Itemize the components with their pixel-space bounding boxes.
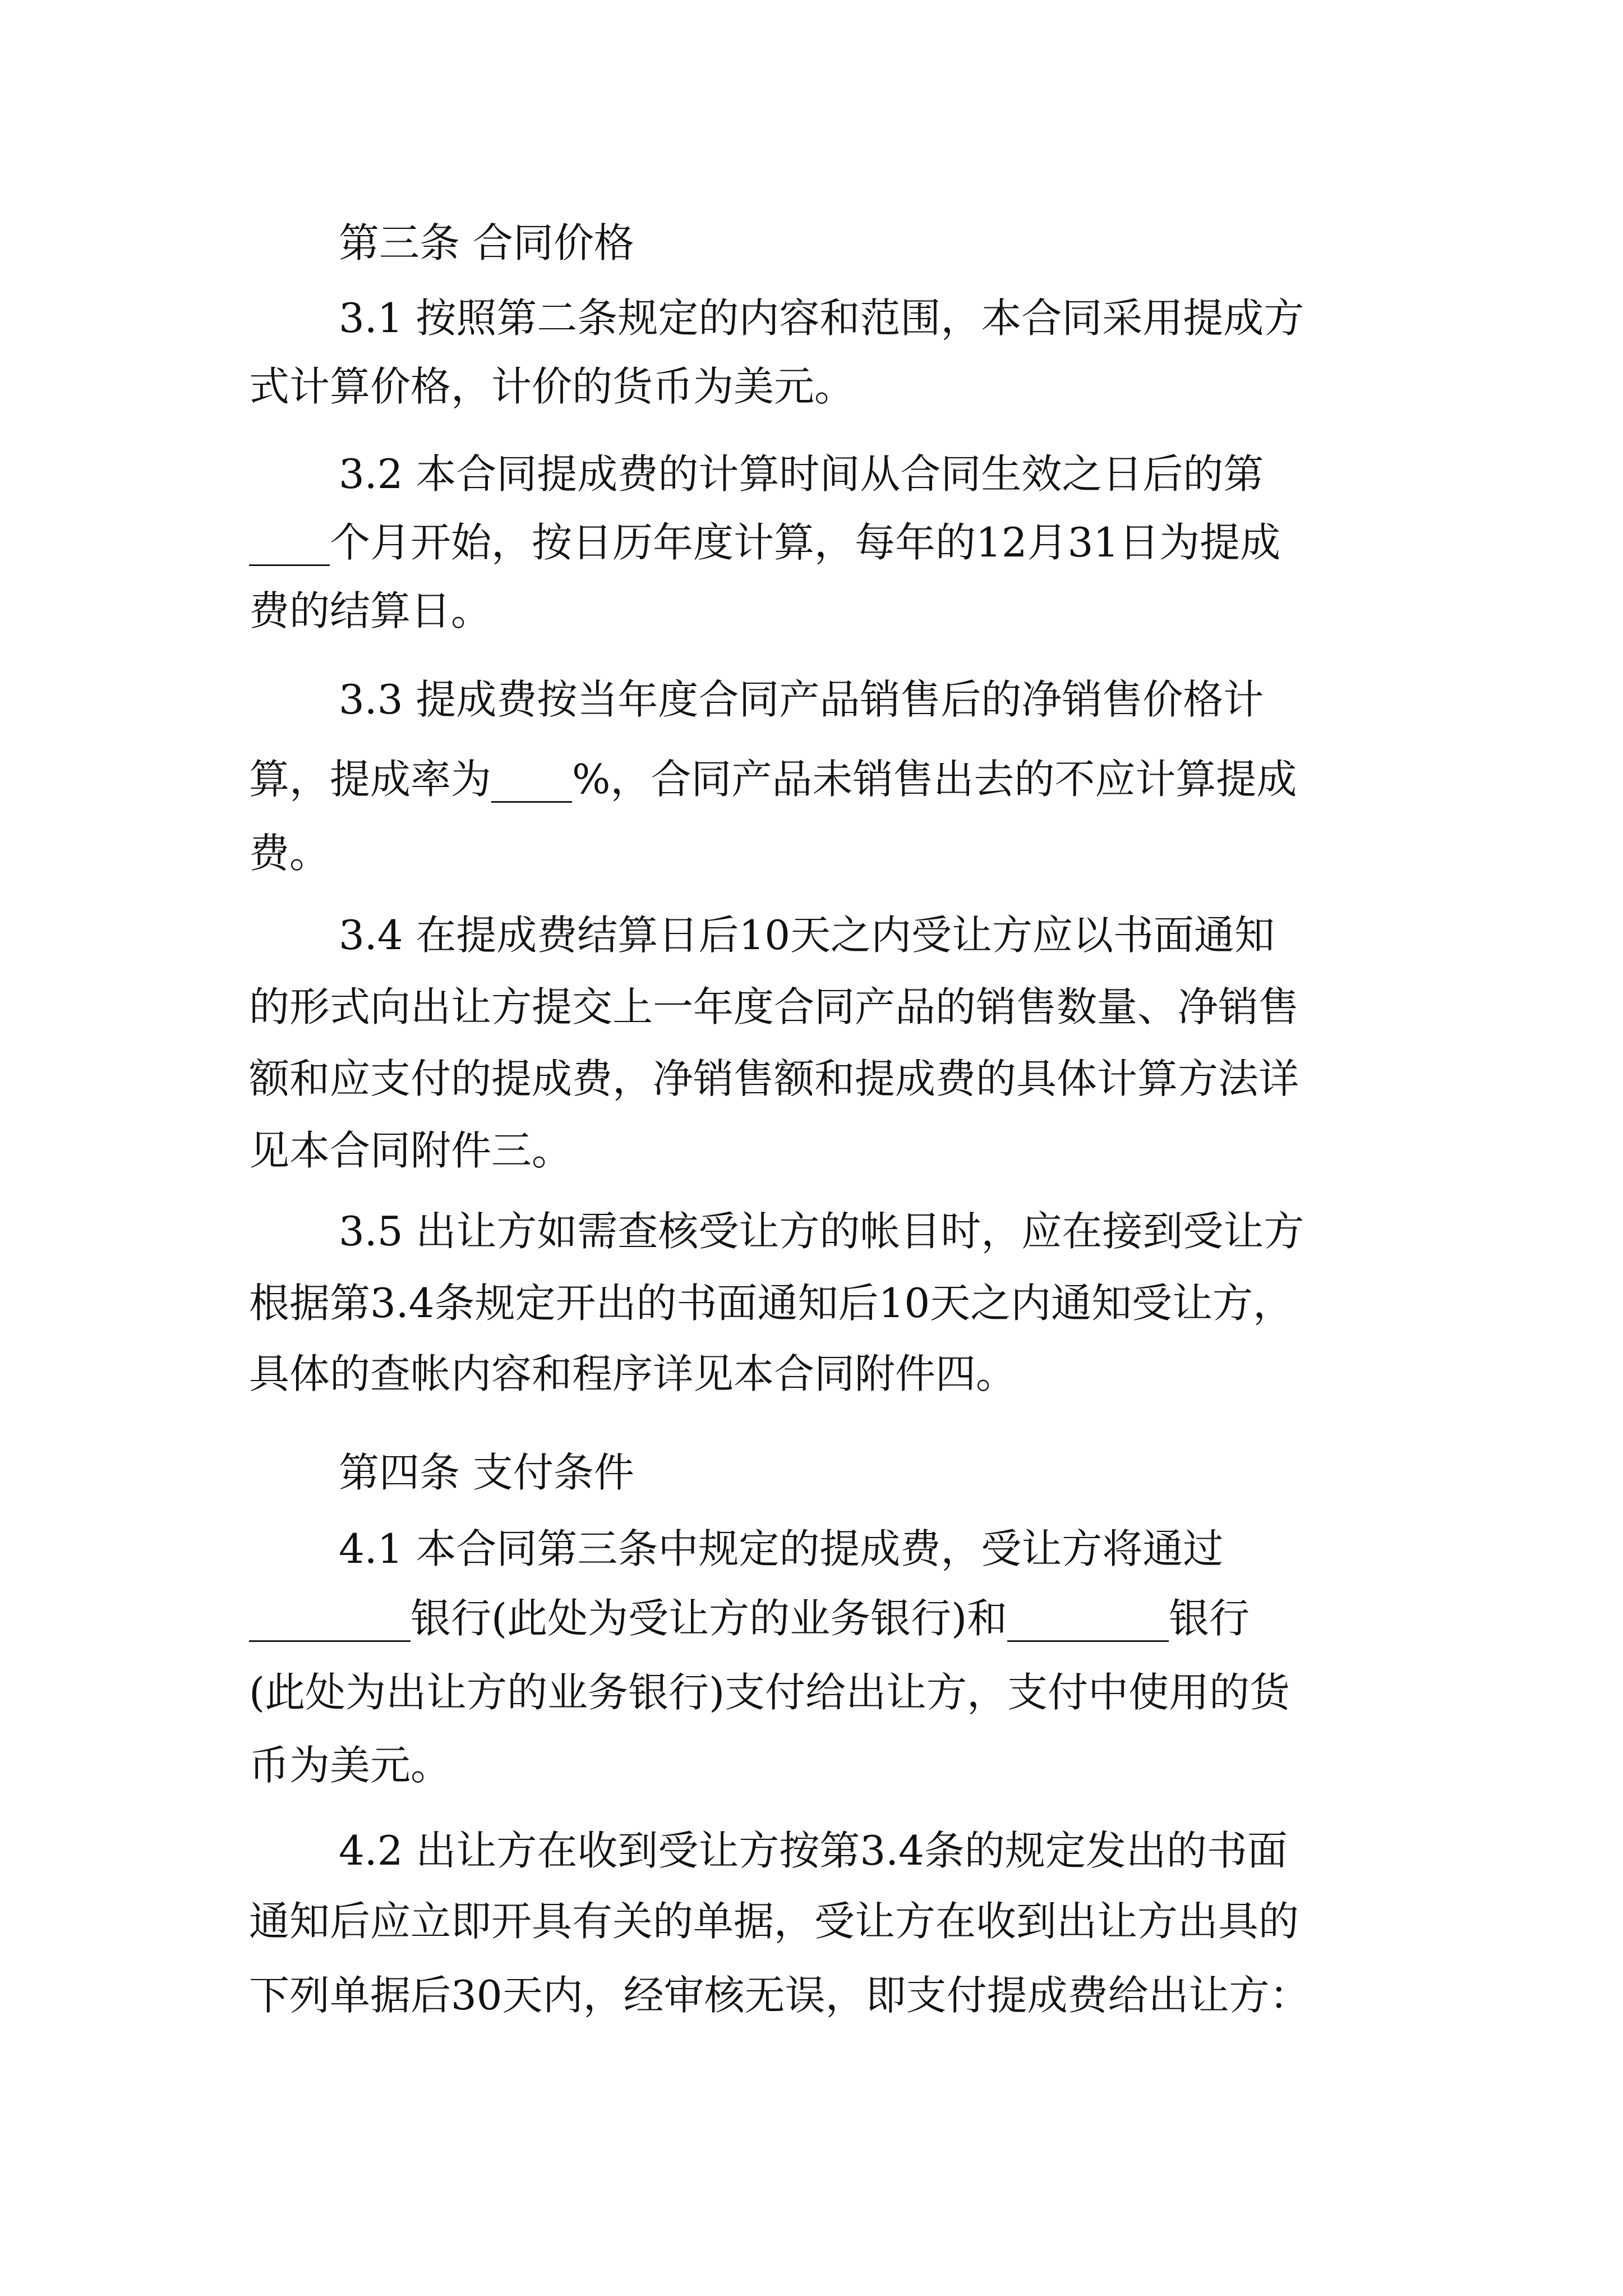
clause-3-5-line-1: 3.5 出让方如需查核受让方的帐目时，应在接到受让方 [339,1208,1304,1255]
clause-4-1-line-2: ________银行(此处为受让方的业务银行)和________银行 [249,1595,1250,1642]
clause-3-4-line-2: 的形式向出让方提交上一年度合同产品的销售数量、净销售 [249,983,1299,1030]
clause-4-2-line-1: 4.2 出让方在收到受让方按第3.4条的规定发出的书面 [339,1827,1288,1874]
clause-3-1-line-2: 式计算价格，计价的货币为美元。 [249,363,855,410]
clause-3-5-line-2: 根据第3.4条规定开出的书面通知后10天之内通知受让方， [249,1280,1294,1327]
clause-4-1-line-4: 币为美元。 [249,1742,451,1789]
clause-3-2-line-2: ____个月开始，按日历年度计算，每年的12月31日为提成 [249,519,1281,566]
clause-3-4-line-3: 额和应支付的提成费，净销售额和提成费的具体计算方法详 [249,1055,1299,1102]
clause-4-2-line-2: 通知后应立即开具有关的单据，受让方在收到出让方出具的 [249,1898,1299,1945]
clause-3-4-line-1: 3.4 在提成费结算日后10天之内受让方应以书面通知 [339,912,1275,959]
article-4-heading: 第四条 支付条件 [339,1449,634,1496]
clause-3-2-line-1: 3.2 本合同提成费的计算时间从合同生效之日后的第 [339,450,1264,498]
clause-3-4-line-4: 见本合同附件三。 [249,1127,573,1174]
clause-3-5-line-3: 具体的查帐内容和程序详见本合同附件四。 [249,1350,1017,1397]
clause-4-1-line-1: 4.1 本合同第三条中规定的提成费，受让方将通过 [339,1525,1224,1572]
clause-3-1-line-1: 3.1 按照第二条规定的内容和范围，本合同采用提成方 [339,295,1304,342]
clause-3-3-line-1: 3.3 提成费按当年度合同产品销售后的净销售价格计 [339,676,1264,723]
article-3-heading: 第三条 合同价格 [339,219,634,266]
clause-3-2-line-3: 费的结算日。 [249,587,492,634]
clause-3-3-line-2: 算，提成率为____%，合同产品未销售出去的不应计算提成 [249,756,1297,803]
clause-4-1-line-3: (此处为出让方的业务银行)支付给出让方，支付中使用的货 [249,1669,1290,1716]
clause-4-2-line-3: 下列单据后30天内，经审核无误，即支付提成费给出让方： [249,1972,1310,2019]
clause-3-3-line-3: 费。 [249,830,330,877]
